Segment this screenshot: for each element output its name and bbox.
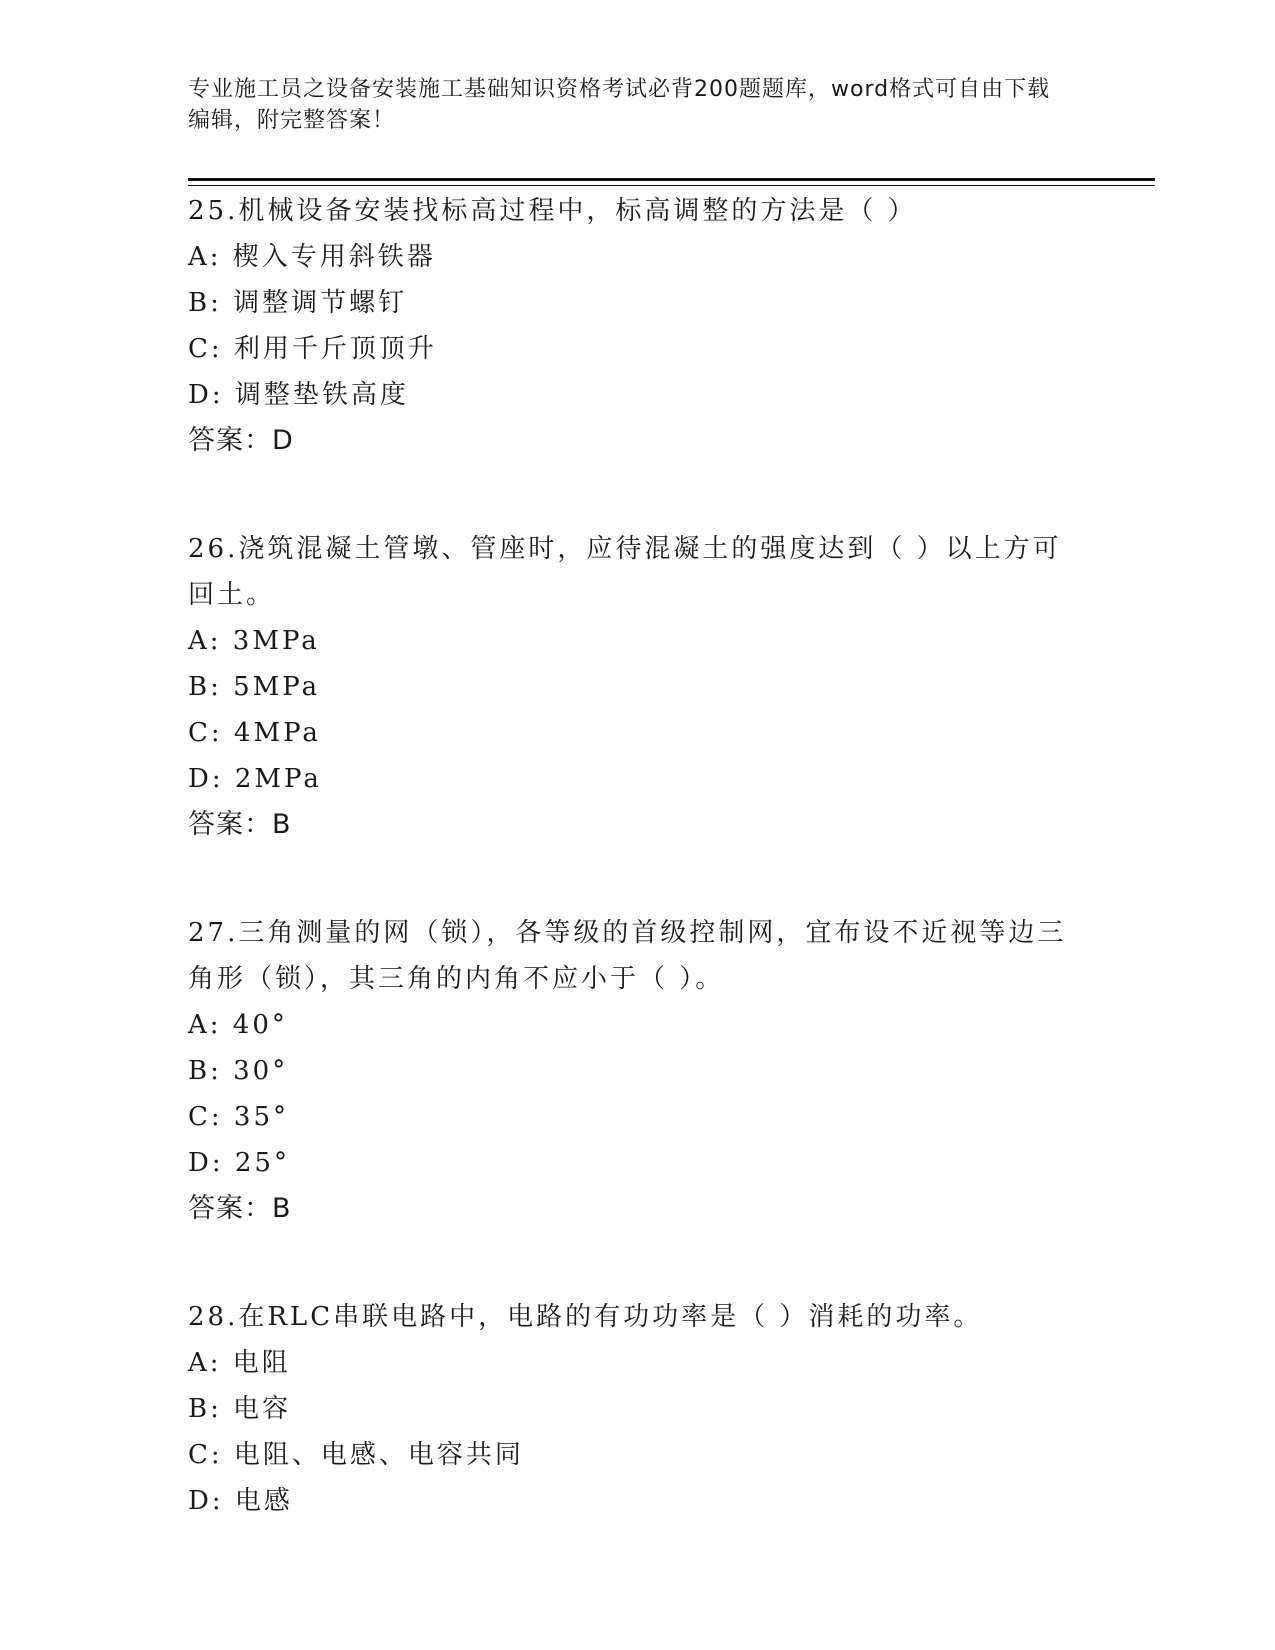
option-b: B: 30° bbox=[188, 1056, 289, 1086]
option-d: D: 电感 bbox=[188, 1486, 293, 1516]
document-intro: 专业施工员之设备安装施工基础知识资格考试必背200题题库，word格式可自由下载编辑，附完整答案！ bbox=[188, 77, 1051, 133]
option-c: C: 35° bbox=[188, 1102, 290, 1132]
answer: 答案：B bbox=[188, 1193, 292, 1224]
option-a: A: 40° bbox=[188, 1010, 288, 1040]
option-d: D: 25° bbox=[188, 1148, 290, 1178]
question-text: 26.浇筑混凝土管墩、管座时，应待混凝土的强度达到（ ）以上方可回土。 bbox=[188, 534, 1062, 610]
option-a: A: 3MPa bbox=[188, 626, 320, 656]
header-rule-thick bbox=[188, 178, 1155, 181]
answer: 答案：B bbox=[188, 809, 292, 840]
option-d: D: 调整垫铁高度 bbox=[188, 380, 409, 410]
option-b: B: 5MPa bbox=[188, 672, 321, 702]
option-a: A: 电阻 bbox=[188, 1348, 291, 1378]
header-rule-thin bbox=[188, 185, 1155, 186]
option-d: D: 2MPa bbox=[188, 764, 322, 794]
option-a: A: 楔入专用斜铁器 bbox=[188, 242, 436, 272]
option-c: C: 利用千斤顶顶升 bbox=[188, 334, 437, 364]
question-text: 27.三角测量的网（锁），各等级的首级控制网，宜布设不近视等边三角形（锁），其三角的内角不应小于（ ）。 bbox=[188, 918, 1067, 994]
question-28 bbox=[188, 1294, 1088, 1524]
question-text: 25.机械设备安装找标高过程中，标高调整的方法是（ ） bbox=[188, 196, 917, 226]
question-26 bbox=[188, 526, 1088, 848]
option-c: C: 电阻、电感、电容共同 bbox=[188, 1440, 524, 1470]
question-25 bbox=[188, 188, 1088, 464]
question-text: 28.在RLC串联电路中，电路的有功功率是（ ）消耗的功率。 bbox=[188, 1302, 983, 1332]
answer: 答案：D bbox=[188, 425, 294, 456]
option-b: B: 电容 bbox=[188, 1394, 292, 1424]
question-27 bbox=[188, 910, 1088, 1232]
option-c: C: 4MPa bbox=[188, 718, 321, 748]
option-b: B: 调整调节螺钉 bbox=[188, 288, 408, 318]
question-list bbox=[188, 188, 1088, 1586]
